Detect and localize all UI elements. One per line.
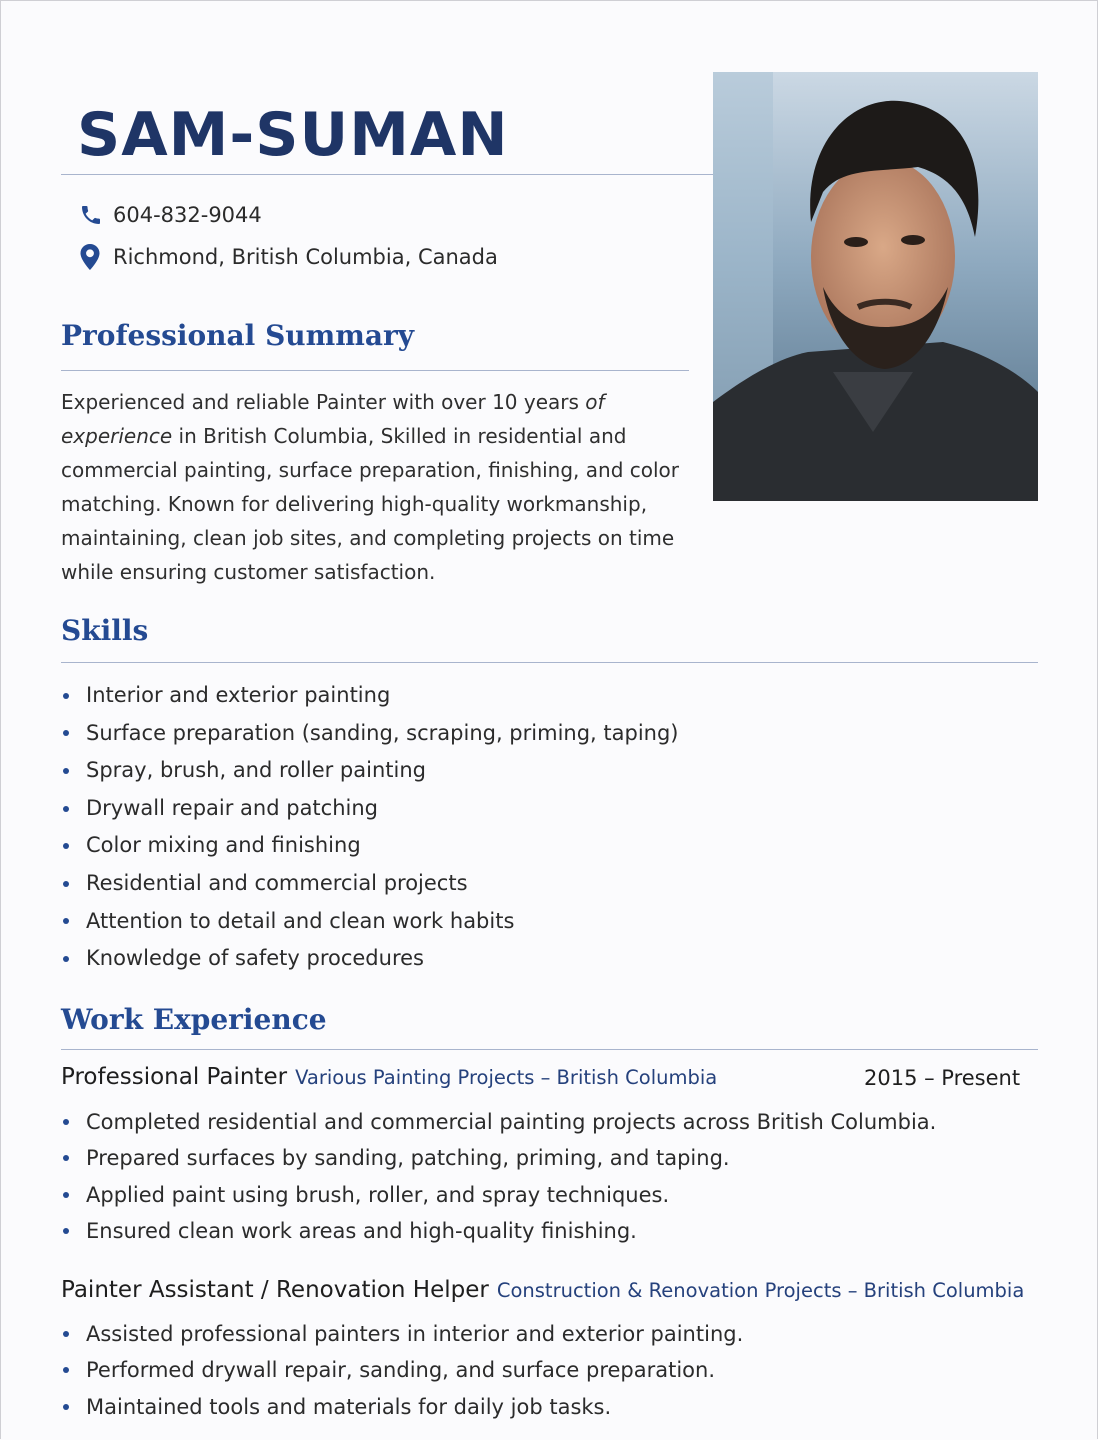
skill-item: Spray, brush, and roller painting <box>61 752 679 790</box>
summary-paragraph <box>61 385 701 589</box>
skills-heading: Skills <box>61 614 149 647</box>
skill-item: Interior and exterior painting <box>61 677 679 715</box>
job-1-organization: Various Painting Projects – British Columbia <box>295 1066 718 1089</box>
job-2-duties <box>61 1316 743 1425</box>
job-1-title: Professional Painter <box>61 1064 288 1090</box>
summary-text-end: in British Columbia, Skilled in residential and commercial painting, surface preparation, finishing, and color matching. Known for delivering high-quality workmanship, maintaining, clean job sites, and completing projects on time while ensuring customer satisfaction. <box>61 424 679 584</box>
duty-item: Assisted professional painters in interior and exterior painting. <box>61 1316 743 1352</box>
duty-item: Ensured clean work areas and high-quality finishing. <box>61 1213 936 1249</box>
location-text: Richmond, British Columbia, Canada <box>113 245 498 269</box>
skills-divider <box>61 662 1038 663</box>
skill-item: Residential and commercial projects <box>61 865 679 903</box>
candidate-name: SAM-SUMAN <box>77 100 509 170</box>
summary-heading: Professional Summary <box>61 319 415 352</box>
summary-text-start: Experienced and reliable Painter with over 10 years <box>61 390 586 414</box>
summary-divider <box>61 370 689 371</box>
skill-item: Color mixing and finishing <box>61 827 679 865</box>
job-2-header <box>61 1277 1024 1303</box>
job-1-header <box>61 1064 717 1090</box>
phone-number: 604-832-9044 <box>113 203 262 227</box>
contact-location <box>79 244 498 270</box>
phone-icon <box>79 202 103 228</box>
duty-item: Completed residential and commercial painting projects across British Columbia. <box>61 1104 936 1140</box>
duty-item: Performed drywall repair, sanding, and surface preparation. <box>61 1352 743 1388</box>
profile-photo <box>713 72 1038 501</box>
skill-item: Attention to detail and clean work habits <box>61 903 679 941</box>
contact-phone <box>79 202 262 228</box>
summary-text-italic: of experience <box>61 390 605 448</box>
duty-item: Maintained tools and materials for daily job tasks. <box>61 1389 743 1425</box>
duty-item: Applied paint using brush, roller, and spray techniques. <box>61 1177 936 1213</box>
experience-divider <box>61 1049 1038 1050</box>
skill-item: Knowledge of safety procedures <box>61 940 679 978</box>
skill-item: Surface preparation (sanding, scraping, priming, taping) <box>61 715 679 753</box>
map-pin-icon <box>79 244 103 270</box>
job-2-title: Painter Assistant / Renovation Helper <box>61 1277 489 1303</box>
skill-item: Drywall repair and patching <box>61 790 679 828</box>
experience-heading: Work Experience <box>61 1003 327 1036</box>
job-2-organization: Construction & Renovation Projects – British Columbia <box>496 1279 1025 1302</box>
name-divider <box>61 174 713 175</box>
job-1-duties <box>61 1104 936 1249</box>
duty-item: Prepared surfaces by sanding, patching, priming, and taping. <box>61 1140 936 1176</box>
skills-list <box>61 677 679 978</box>
job-1-dates: 2015 – Present <box>864 1066 1021 1090</box>
